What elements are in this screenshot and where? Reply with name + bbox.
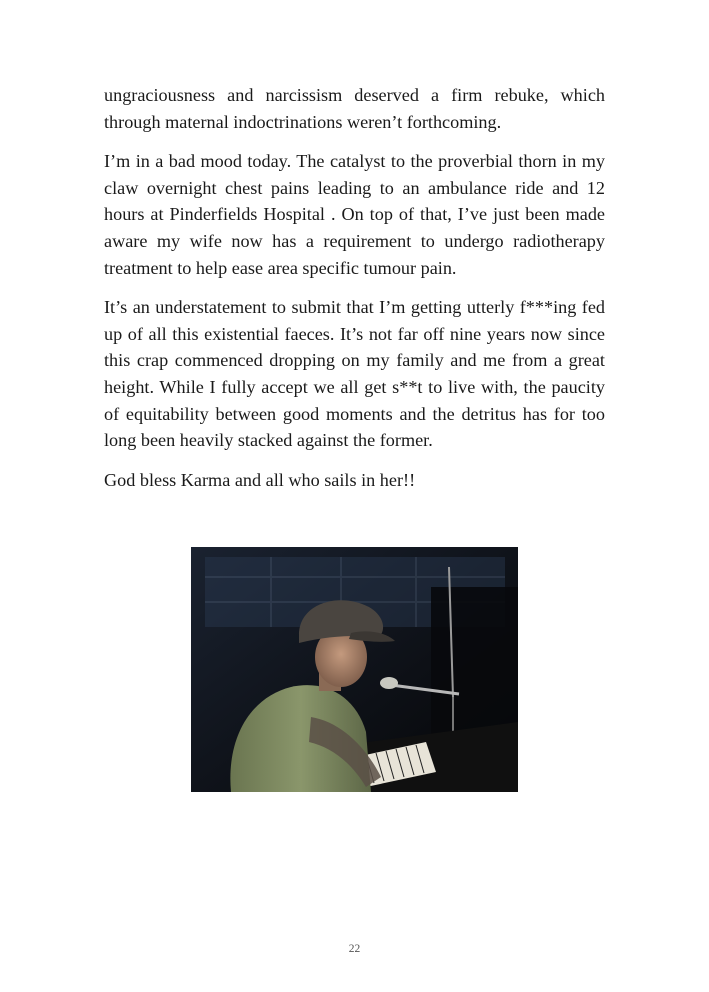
paragraph-4: God bless Karma and all who sails in her!! bbox=[104, 469, 416, 490]
performer-photo bbox=[191, 547, 518, 792]
body-text bbox=[104, 82, 605, 506]
page-number: 22 bbox=[348, 943, 361, 955]
paragraph-3: It’s an understatement to submit that I’m getting utterly f***ing fed up of all this existential faeces. It’s not far off nine years now since this crap commenced dropping on my family and me from a great height. While I fully accept we all get s**t to live with, the paucity of equitability between good moments and the detritus has for too long been heavily stacked against the former. bbox=[104, 297, 605, 451]
photo-illustration bbox=[191, 547, 518, 792]
microphone bbox=[380, 677, 398, 689]
paragraph-1: ungraciousness and narcissism deserved a firm rebuke, which through maternal indoctrinations weren’t forthcoming. bbox=[104, 85, 605, 132]
paragraph-2: I’m in a bad mood today. The catalyst to the proverbial thorn in my claw overnight chest pains leading to an ambulance ride and 12 hours at Pinderfields Hospital . On top of that, I’ve just been made aware my wife now has a requirement to undergo radiotherapy treatment to help ease area specific tumour pain. bbox=[104, 151, 605, 278]
